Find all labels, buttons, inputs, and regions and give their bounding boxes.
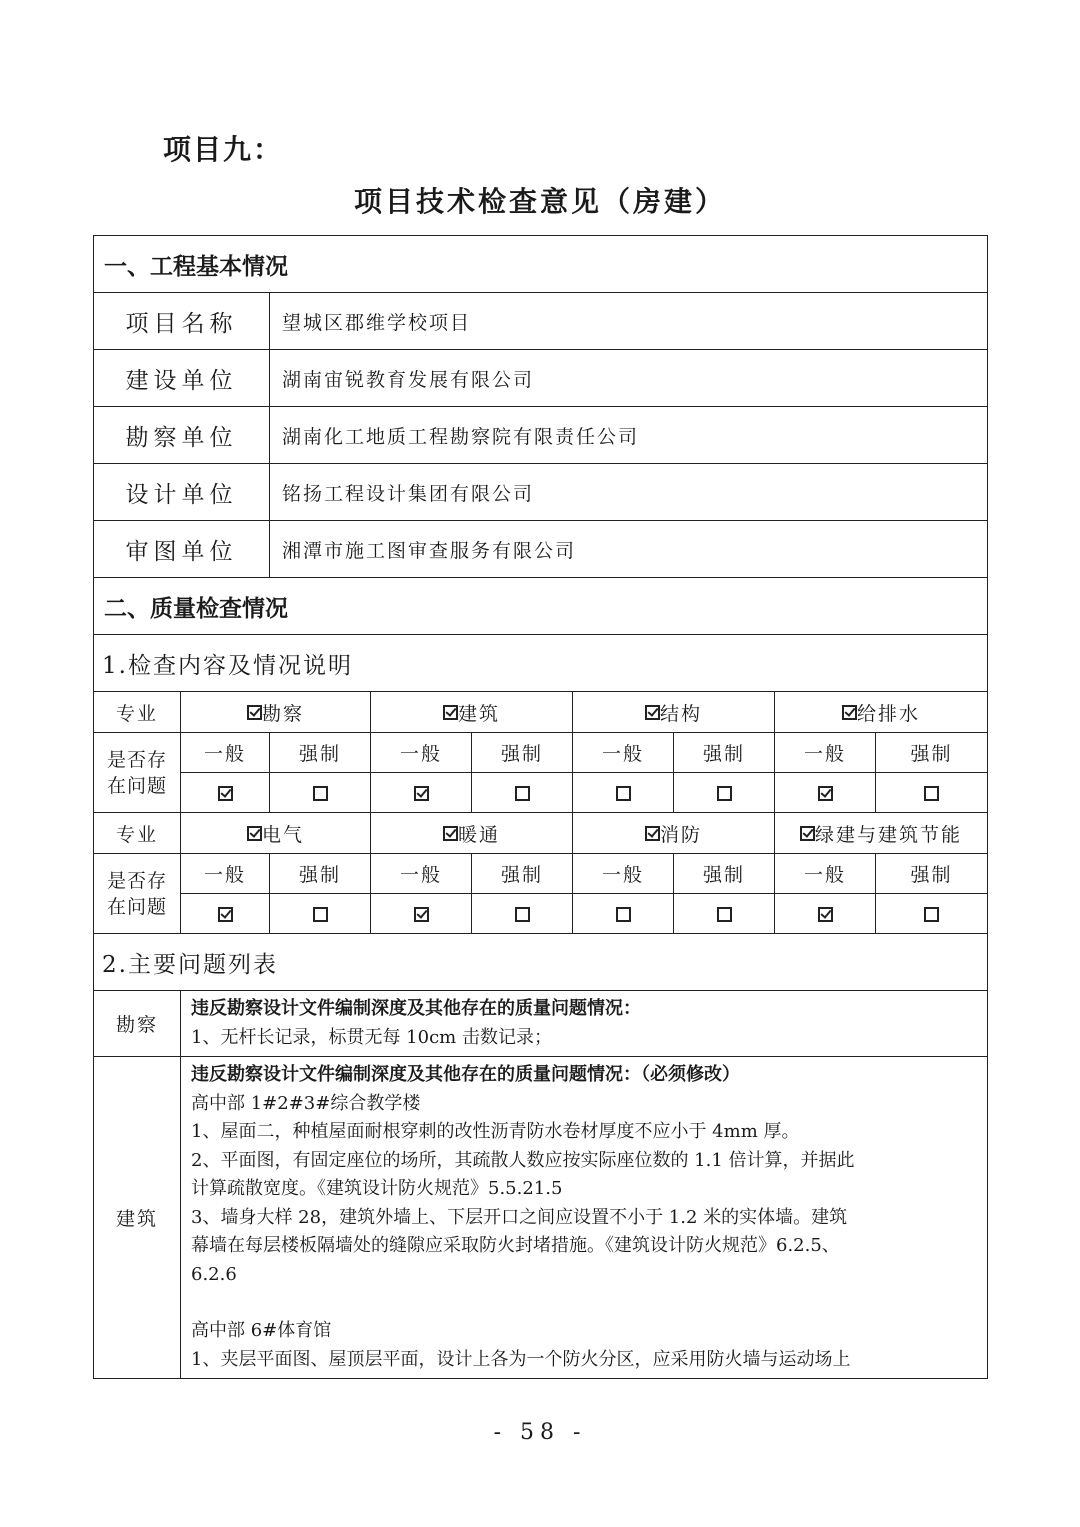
- info-row-survey-unit: [94, 407, 988, 464]
- inspection-table: [93, 235, 988, 1379]
- empty-checkbox-icon: [313, 786, 328, 801]
- general-label: 一般: [573, 733, 674, 773]
- checked-checkbox-icon: [443, 826, 458, 841]
- info-value: 湘潭市施工图审查服务有限公司: [270, 521, 988, 578]
- specialty-label: 专业: [94, 813, 181, 854]
- problem-row-survey: [94, 991, 988, 1057]
- specialty-label: 专业: [94, 692, 181, 733]
- checked-checkbox-icon: [818, 786, 833, 801]
- mandatory-label: 强制: [270, 733, 371, 773]
- specialty-survey: 勘察: [181, 692, 371, 733]
- checkbox-row-2: [94, 894, 988, 934]
- empty-checkbox-icon: [515, 907, 530, 922]
- empty-checkbox-icon: [515, 786, 530, 801]
- checked-checkbox-icon: [414, 907, 429, 922]
- info-value: 铭扬工程设计集团有限公司: [270, 464, 988, 521]
- general-label: 一般: [775, 733, 876, 773]
- level-row-1: [94, 733, 988, 773]
- checked-checkbox-icon: [842, 705, 857, 720]
- specialty-electrical: 电气: [181, 813, 371, 854]
- checked-checkbox-icon: [247, 705, 262, 720]
- section-basic-info-heading: 一、工程基本情况: [94, 236, 988, 293]
- info-value: 望城区郡维学校项目: [270, 293, 988, 350]
- general-label: 一般: [775, 854, 876, 894]
- level-row-2: [94, 854, 988, 894]
- document-title: 项目技术检查意见（房建）: [353, 185, 726, 218]
- specialty-plumbing: 给排水: [775, 692, 988, 733]
- general-label: 一般: [573, 854, 674, 894]
- check-content-subheading: 1.检查内容及情况说明: [94, 635, 988, 692]
- info-value: 湖南化工地质工程勘察院有限责任公司: [270, 407, 988, 464]
- empty-checkbox-icon: [313, 907, 328, 922]
- general-label: 一般: [371, 854, 472, 894]
- checked-checkbox-icon: [218, 786, 233, 801]
- problem-category-label: 建筑: [94, 1057, 181, 1379]
- empty-checkbox-icon: [616, 907, 631, 922]
- empty-checkbox-icon: [717, 907, 732, 922]
- main-issues-subheading: 2.主要问题列表: [94, 934, 988, 991]
- checked-checkbox-icon: [247, 826, 262, 841]
- project-label: 项目九：: [163, 133, 284, 166]
- empty-checkbox-icon: [924, 907, 939, 922]
- info-label: 设计单位: [94, 464, 270, 521]
- mandatory-label: 强制: [674, 733, 775, 773]
- page-number: - 58 -: [493, 1420, 587, 1445]
- info-row-project-name: [94, 293, 988, 350]
- mandatory-label: 强制: [472, 854, 573, 894]
- general-label: 一般: [371, 733, 472, 773]
- empty-checkbox-icon: [616, 786, 631, 801]
- specialty-structure: 结构: [573, 692, 775, 733]
- mandatory-label: 强制: [472, 733, 573, 773]
- info-row-developer: [94, 350, 988, 407]
- specialty-architecture: 建筑: [371, 692, 573, 733]
- specialty-row-1: [94, 692, 988, 733]
- checked-checkbox-icon: [800, 826, 815, 841]
- info-label: 建设单位: [94, 350, 270, 407]
- problem-category-label: 勘察: [94, 991, 181, 1057]
- general-label: 一般: [181, 854, 270, 894]
- general-label: 一般: [181, 733, 270, 773]
- specialty-hvac: 暖通: [371, 813, 573, 854]
- info-label: 项目名称: [94, 293, 270, 350]
- section-quality-heading: 二、质量检查情况: [94, 578, 988, 635]
- mandatory-label: 强制: [270, 854, 371, 894]
- checked-checkbox-icon: [645, 826, 660, 841]
- checked-checkbox-icon: [818, 907, 833, 922]
- problem-content: 违反勘察设计文件编制深度及其他存在的质量问题情况：（必须修改） 高中部 1#2#3#综合教学楼 1、屋面二，种植屋面耐根穿刺的改性沥青防水卷材厚度不应小于 4mm 厚。 2、平面图，有固定座位的场所，其疏散人数应按实际座位数的 1.1 倍计算，并据此 计算疏散宽度。《建筑设计防火规范》5.5.21.5 3、墙身大样 28，建筑外墙上、下层开口之间应设置不小于 1.2 米的实体墙。建筑 幕墙在每层楼板隔墙处的缝隙应采取防火封堵措施。《建筑设计防火规范》6.2.5、 6.2.6 高中部 6#体育馆 1、夹层平面图、屋顶层平面，设计上各为一个防火分区，应采用防火墙与运动场上: [181, 1057, 988, 1379]
- info-row-design-unit: [94, 464, 988, 521]
- mandatory-label: 强制: [876, 733, 988, 773]
- info-label: 审图单位: [94, 521, 270, 578]
- mandatory-label: 强制: [674, 854, 775, 894]
- checked-checkbox-icon: [645, 705, 660, 720]
- specialty-fire: 消防: [573, 813, 775, 854]
- specialty-green-building: 绿建与建筑节能: [775, 813, 988, 854]
- empty-checkbox-icon: [717, 786, 732, 801]
- issue-exists-label: 是否存 在问题: [94, 733, 181, 813]
- info-row-review-unit: [94, 521, 988, 578]
- info-label: 勘察单位: [94, 407, 270, 464]
- issue-exists-label: 是否存 在问题: [94, 854, 181, 934]
- problem-content: 违反勘察设计文件编制深度及其他存在的质量问题情况： 1、无杆长记录，标贯无每 10cm 击数记录；: [181, 991, 988, 1057]
- empty-checkbox-icon: [924, 786, 939, 801]
- checkbox-row-1: [94, 773, 988, 813]
- checked-checkbox-icon: [414, 786, 429, 801]
- checked-checkbox-icon: [218, 907, 233, 922]
- checked-checkbox-icon: [443, 705, 458, 720]
- problem-row-architecture: [94, 1057, 988, 1379]
- specialty-row-2: [94, 813, 988, 854]
- mandatory-label: 强制: [876, 854, 988, 894]
- info-value: 湖南宙锐教育发展有限公司: [270, 350, 988, 407]
